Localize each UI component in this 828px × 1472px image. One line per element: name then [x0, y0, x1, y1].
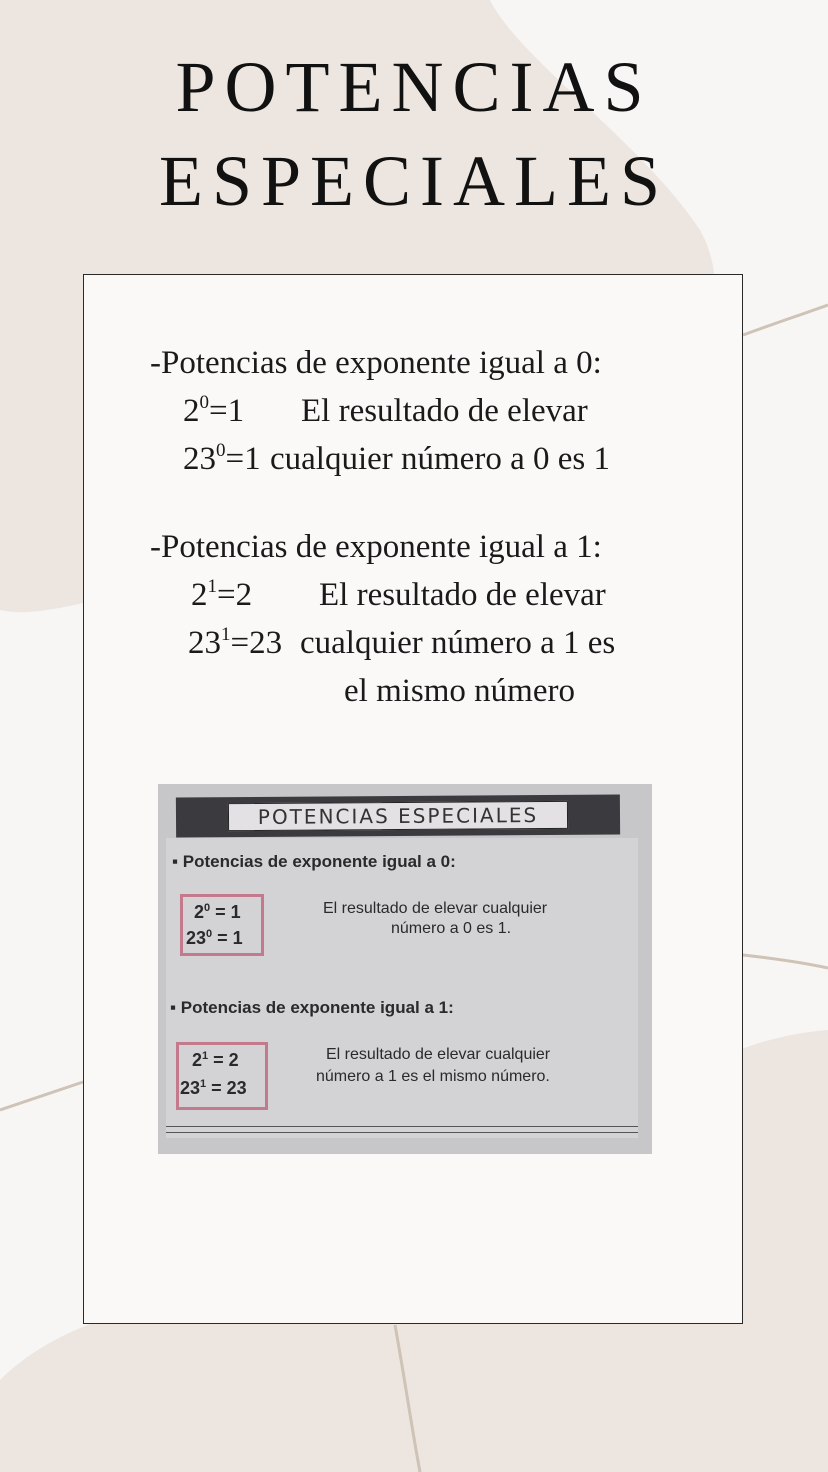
- photo-box-1-line-1: $2^1 = 2$: [192, 1050, 239, 1070]
- title-line-2: ESPECIALES: [158, 141, 670, 221]
- background-line-left: [0, 1082, 83, 1110]
- background-line-right-lower: [743, 955, 828, 968]
- photo-description-0-line-1: El resultado de elevar cualquier: [323, 900, 548, 917]
- photo-description-0-line-2: número a 0 es 1.: [391, 920, 512, 937]
- section-1-example-2: $23^1=23$: [188, 624, 283, 661]
- section-0-description-line-1: El resultado de elevar: [301, 393, 588, 429]
- photo-box-1-line-2: $23^1 = 23$: [180, 1078, 247, 1098]
- section-0-heading: -Potencias de exponente igual a 0:: [150, 345, 602, 381]
- photo-heading-1: ▪ Potencias de exponente igual a 1:: [170, 998, 454, 1017]
- photo-box-0-line-2: $23^0 = 1$: [186, 928, 243, 948]
- photo-paper: [166, 838, 638, 1138]
- section-1-heading: -Potencias de exponente igual a 1:: [150, 529, 602, 565]
- photo-description-1-line-1: El resultado de elevar cualquier: [326, 1046, 551, 1063]
- photo-description-1-line-2: número a 1 es el mismo número.: [316, 1068, 550, 1085]
- section-0-example-1: $2^0=1$: [183, 392, 245, 429]
- section-1-example-1: $2^1=2$: [191, 576, 253, 613]
- photo-box-0-line-1: $2^0 = 1$: [194, 902, 241, 922]
- content-card: [83, 274, 743, 1324]
- notebook-photo: [158, 784, 652, 1154]
- section-0-example-2: $23^0=1$: [183, 440, 261, 477]
- photo-page-edge-2: [166, 1132, 638, 1133]
- section-1-description-line-1: El resultado de elevar: [319, 577, 606, 613]
- section-0-description-line-2: cualquier número a 0 es 1: [270, 441, 610, 477]
- section-1-description-line-3: el mismo número: [344, 673, 575, 709]
- photo-page-edge-1: [166, 1126, 638, 1127]
- title-line-1: POTENCIAS: [175, 47, 653, 127]
- photo-header-label: POTENCIAS ESPECIALES: [228, 801, 568, 831]
- page-title: [0, 40, 828, 228]
- photo-heading-0: ▪ Potencias de exponente igual a 0:: [172, 852, 456, 871]
- background-line-right: [743, 305, 828, 335]
- section-1-description-line-2: cualquier número a 1 es: [300, 625, 616, 661]
